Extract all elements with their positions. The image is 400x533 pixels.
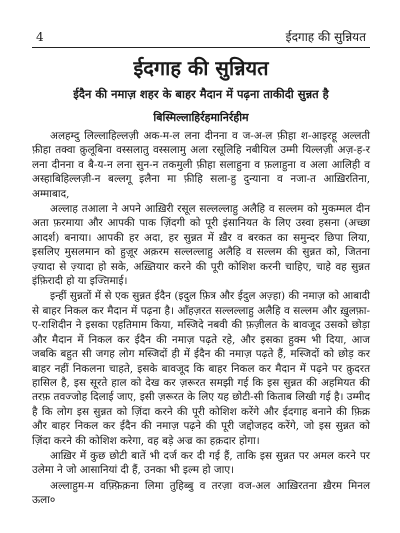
bismillah-heading: बिस्मिल्लाहिर्रहमानिर्रहीम	[153, 111, 249, 124]
paragraph-intro: अल्लाह तआला ने अपने आख़िरी रसूल सल्लल्लाहु अलैहि व सल्लम को मुकम्मल दीन अता फ़रमाया और आपकी पाक ज़िंदगी को पूरी इंसानियत के लिए उस्वा हसना (अच्छा आदर्श) बनाया। आपकी हर अदा, हर सुन्नत में ख़ैर व बरकत का समुन्दर छिपा लिया, इसलिए मुसलमान को हुज़ूर अक़रम सल्लल्लाहु अलैहि व सल्लम की सुन्नत को, जितना ज़्यादा से ज़्यादा हो सके, अख़्तियार करने की पूरी कोशिश करनी चाहिए, चाहे वह सुन्नत इंफ़िरादी हो या इज्तिमाई।	[32, 203, 370, 288]
chapter-title: ईदगाह की सुन्नियत	[133, 56, 269, 80]
paragraph-opening-dua: अलहम्दु लिल्लाहिल्लज़ी अक-म-ल लना दीनना व ज-अ-ल फ़ीहा श-आइरहू अल्लती फ़ीहा तक्वा क़ुलूबिना वस्सलातु वस्सलामु अला रसूलिहि नबीयिल उम्मी यिल्लज़ी अज़-ह-र लना दीनना व बै-य-न लना सुन-न तकमुली फ़ीहा सलाहुना व फ़लाहुना व अला आलिही व अस्हाबिहिल्लज़ी-न बल्लगू इलैना मा फ़ीहि सला-हु दुन्याना व नजा-त आख़िरतिना, अम्माबाद,	[32, 130, 370, 200]
page-header	[32, 28, 370, 48]
page-number: 4	[36, 30, 44, 44]
running-title: ईदगाह की सुन्नियत	[285, 30, 366, 44]
chapter-subtitle: ईदैन की नमाज़ शहर के बाहर मैदान में पढ़ना ताकीदी सुन्नत है	[73, 87, 329, 101]
paragraph-closing-note: आख़िर में कुछ छोटी बातें भी दर्ज कर दी गई हैं, ताकि इस सुन्नत पर अमल करने पर उलेमा ने जो आसानियां दी हैं, उनका भी इल्म हो जाए।	[32, 449, 370, 477]
paragraph-closing-dua: अल्लाहुम-म वफ़्फ़िक़ना लिमा तुहिब्बु व तरज़ा वज-अल आख़िरतना ख़ैरम मिनल ऊला०	[32, 479, 370, 507]
paragraph-sunnat-eidgah: इन्हीं सुन्नतों में से एक सुन्नत ईदैन (इदुल फ़ित्र और ईदुल अज़्हा) की नमाज़ को आबादी से बाहर निकल कर मैदान में पढ़ना है। आँहज़रत सल्लल्लाहु अलैहि व सल्लम और ख़ुलफ़ा-ए-राशिदीन ने इसका एहतिमाम किया, मस्जिदे नबवी की फ़ज़ीलत के बावजूद उसको छोड़ा और मैदान में निकल कर ईदैन की नमाज़ पढ़ते रहे, और इसका हुक्म भी दिया, आज जबकि बहुत सी जगह लोग मस्जिदों ही में ईदैन की नमाज़ पढ़ते हैं, मस्जिदों को छोड़ कर बाहर नहीं निकलना चाहते, इसके बावजूद कि बाहर निकल कर मैदान में पढ़ने पर क़ुदरत हासिल है, इस सूरते हाल को देख कर ज़रूरत समझी गई कि इस सुन्नत की अहमियत की तरफ़ तवज्जोह दिलाई जाए, इसी ज़रूरत के लिए यह छोटी-सी किताब लिखी गई है। उम्मीद है कि लोग इस सुन्नत को ज़िंदा करने की पूरी कोशिश करेंगे और ईदगाह बनाने की फ़िक्र और बाहर निकल कर ईदैन की नमाज़ पढ़ने की पूरी जद्दोजहद करेंगे, जो इस सुन्नत को ज़िंदा करने की कोशिश करेगा, वह बड़े अज्र का हक़दार होगा।	[32, 290, 370, 447]
